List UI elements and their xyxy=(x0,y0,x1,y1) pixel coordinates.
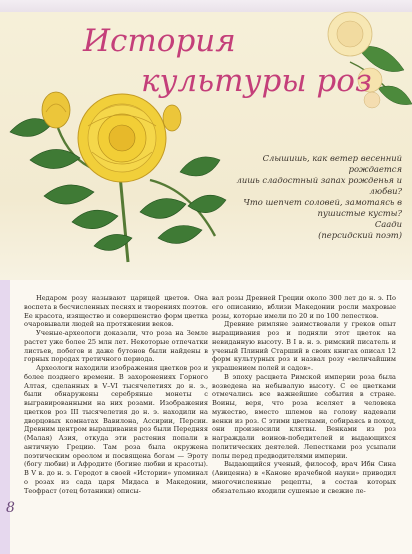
title-line-1: История xyxy=(83,23,236,59)
title-line-2: культуры роз xyxy=(141,63,372,99)
text-column-left xyxy=(24,294,208,495)
paragraph: В эпоху расцвета Римской империи роза была возведена на небывалую высоту. С ее цветками отмечались все важнейшие события в стране. Воины, веря, что роза вселяет в человека мужество, вместо шлемов на голову надевали венки из роз. С этими цветками, собираясь в поход, они произносили клятвы. Венками из роз награждали воинов-победителей и выдающихся политических деятелей. Лепестками роз усыпали полы перед предводителями империи. xyxy=(212,372,396,460)
epigraph-line: Слышишь, как ветер весенний рождается xyxy=(262,153,402,174)
paragraph: Археологи находили изображения цветков роз и более позднего времени. В захоронениях Горного Алтая, сделанных в V–VI тысячелетиях до н. э., были обнаружены серебряные монеты с выгравированными на них розами. Изображения цветков роз III тысячелетия до н. э. находили на дворцовых комнатах Вавилона, Ассирии, Персии. Древним центром выращивания роз были Передняя (Малая) Азия, откуда эти растения попали в античную Грецию. Там роза была окружена поэтическим ореолом и посвящена богам — Эроту (богу любви) и Афродите (богине любви и красоты). В V в. до н. э. Геродот в своей «Истории» упоминал о розах из сада царя Мидаса в Македонии, Теофраст (отец ботаники) описы- xyxy=(24,364,208,495)
epigraph-author: Саади xyxy=(374,219,402,229)
page-number: 8 xyxy=(6,500,15,516)
text-column-right xyxy=(212,294,396,495)
epigraph xyxy=(226,153,402,241)
paragraph: Недаром розу называют царицей цветов. Она воспета в бесчисленных песнях и творениях поэтов. Ее красота, изящество и совершенство форм цветка очаровывали людей на протяжении веков. xyxy=(24,294,208,329)
paragraph: Древние римляне заимствовали у греков опыт выращивания роз и подняли этот цветок на невиданную высоту. В I в. н. э. римский писатель и ученый Плиний Старший в своих книгах описал 12 форм культурных роз и назвал розу «величайшим украшением полей и садов». xyxy=(212,320,396,372)
epigraph-line: Что шепчет соловей, замотаясь в пушистые кусты? xyxy=(243,197,402,218)
paragraph: Выдающийся ученый, философ, врач Ибн Сина (Авиценна) в «Каноне врачебной науки» приводил многочисленные рецепты, в состав которых обязательно входили сушеные и свежие ле- xyxy=(212,460,396,495)
paragraph: вал розы Древней Греции около 300 лет до н. э. По его описанию, вблизи Македонии росли махровые розы, которые имели по 20 и по 100 лепестков. xyxy=(212,294,396,320)
paragraph: Ученые-археологи доказали, что роза на Земле растет уже более 25 млн лет. Некоторые отпечатки листьев, побегов и даже бутонов были найдены в горных породах третичного периода. xyxy=(24,329,208,364)
epigraph-line: лишь сладостный запах рожденья и любви? xyxy=(236,175,402,196)
epigraph-author-note: (персидский поэт) xyxy=(318,230,402,240)
